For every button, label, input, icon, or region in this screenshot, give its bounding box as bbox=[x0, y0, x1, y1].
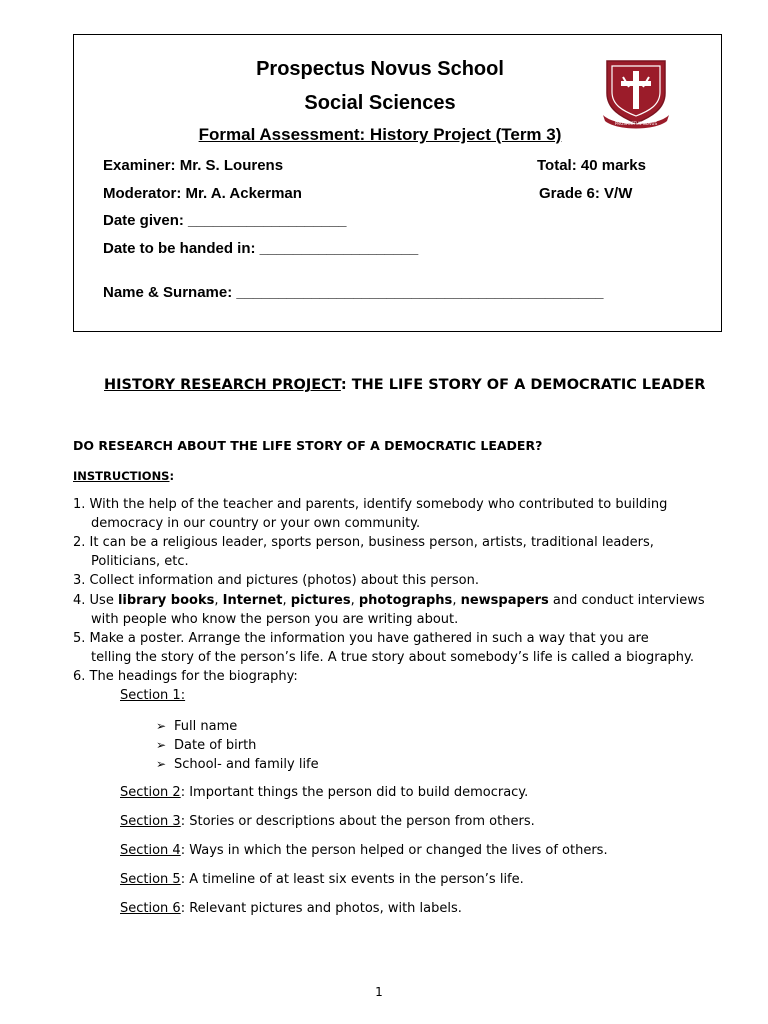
instruction-4-suffix: and conduct interviews bbox=[548, 593, 705, 608]
project-title-rest: : THE LIFE STORY OF A DEMOCRATIC LEADER bbox=[340, 377, 706, 393]
bullet-full-name: Full name bbox=[174, 719, 238, 734]
bullet-school-family-life: School- and family life bbox=[174, 757, 319, 772]
section-3-text: : Stories or descriptions about the person from others. bbox=[180, 814, 535, 829]
instructions-heading bbox=[73, 468, 174, 484]
instruction-4-line-2: with people who know the person you are writing about. bbox=[91, 612, 459, 627]
arrow-bullet-icon: ➢ bbox=[156, 738, 167, 752]
keyword-photographs: photographs bbox=[358, 593, 453, 608]
instruction-1-line-2: democracy in our country or your own community. bbox=[91, 516, 421, 531]
section-3 bbox=[120, 814, 535, 830]
page-number: 1 bbox=[375, 985, 383, 999]
bullet-date-of-birth: Date of birth bbox=[174, 738, 257, 753]
instruction-4-prefix: 4. Use bbox=[73, 593, 118, 608]
svg-text:PROSPECTUS NOVUS: PROSPECTUS NOVUS bbox=[614, 121, 658, 126]
assessment-title: Formal Assessment: History Project (Term 3) bbox=[198, 125, 562, 144]
date-handed-in-line: Date to be handed in: ___________________ bbox=[103, 240, 419, 257]
assessment-header-box bbox=[73, 34, 722, 332]
moderator-line: Moderator: Mr. A. Ackerman bbox=[103, 185, 302, 202]
bullet-item bbox=[156, 718, 237, 735]
section-5-text: : A timeline of at least six events in the person’s life. bbox=[180, 872, 524, 887]
separator: , bbox=[452, 593, 461, 608]
section-5-label: Section 5 bbox=[120, 872, 181, 887]
keyword-library-books: library books bbox=[117, 593, 215, 608]
instruction-4-line-1 bbox=[73, 593, 705, 609]
keyword-pictures: pictures bbox=[290, 593, 351, 608]
date-given-line: Date given: ___________________ bbox=[103, 212, 347, 229]
instruction-5-line-2: telling the story of the person’s life. A true story about somebody’s life is called a biography. bbox=[91, 650, 694, 665]
school-crest-icon bbox=[601, 57, 671, 133]
instruction-3: 3. Collect information and pictures (photos) about this person. bbox=[73, 573, 479, 588]
section-1-label: Section 1: bbox=[120, 688, 186, 703]
instruction-5-line-1: 5. Make a poster. Arrange the information you have gathered in such a way that you are bbox=[73, 631, 649, 646]
total-marks: Total: 40 marks bbox=[537, 157, 646, 174]
bullet-item bbox=[156, 756, 319, 773]
subject-title: Social Sciences bbox=[304, 92, 456, 114]
keyword-internet: Internet bbox=[222, 593, 283, 608]
section-6-label: Section 6 bbox=[120, 901, 181, 916]
instruction-2-line-1: 2. It can be a religious leader, sports person, business person, artists, traditional leaders, bbox=[73, 535, 654, 550]
section-5 bbox=[120, 872, 524, 888]
separator: , bbox=[350, 593, 359, 608]
section-6-text: : Relevant pictures and photos, with labels. bbox=[180, 901, 462, 916]
research-question: DO RESEARCH ABOUT THE LIFE STORY OF A DEMOCRATIC LEADER? bbox=[73, 438, 543, 453]
project-title-underlined: HISTORY RESEARCH PROJECT bbox=[104, 377, 341, 393]
school-name: Prospectus Novus School bbox=[256, 58, 504, 80]
section-3-label: Section 3 bbox=[120, 814, 181, 829]
grade-line: Grade 6: V/W bbox=[539, 185, 633, 202]
instruction-6: 6. The headings for the biography: bbox=[73, 669, 298, 684]
arrow-bullet-icon: ➢ bbox=[156, 719, 167, 733]
section-2-label: Section 2 bbox=[120, 785, 181, 800]
name-surname-line: Name & Surname: ____________________________________________ bbox=[103, 284, 604, 301]
arrow-bullet-icon: ➢ bbox=[156, 757, 167, 771]
separator: , bbox=[214, 593, 223, 608]
section-4 bbox=[120, 843, 608, 859]
project-title bbox=[104, 377, 705, 393]
instructions-label: INSTRUCTIONS bbox=[73, 469, 170, 483]
keyword-newspapers: newspapers bbox=[460, 593, 549, 608]
section-2 bbox=[120, 785, 528, 801]
bullet-item bbox=[156, 737, 256, 754]
instruction-1-line-1: 1. With the help of the teacher and parents, identify somebody who contributed to building bbox=[73, 497, 668, 512]
instruction-2-line-2: Politicians, etc. bbox=[91, 554, 189, 569]
instructions-colon: : bbox=[169, 469, 175, 483]
section-4-label: Section 4 bbox=[120, 843, 181, 858]
section-2-text: : Important things the person did to build democracy. bbox=[180, 785, 529, 800]
examiner-line: Examiner: Mr. S. Lourens bbox=[103, 157, 284, 174]
separator: , bbox=[282, 593, 291, 608]
section-6 bbox=[120, 901, 462, 917]
section-4-text: : Ways in which the person helped or changed the lives of others. bbox=[180, 843, 608, 858]
